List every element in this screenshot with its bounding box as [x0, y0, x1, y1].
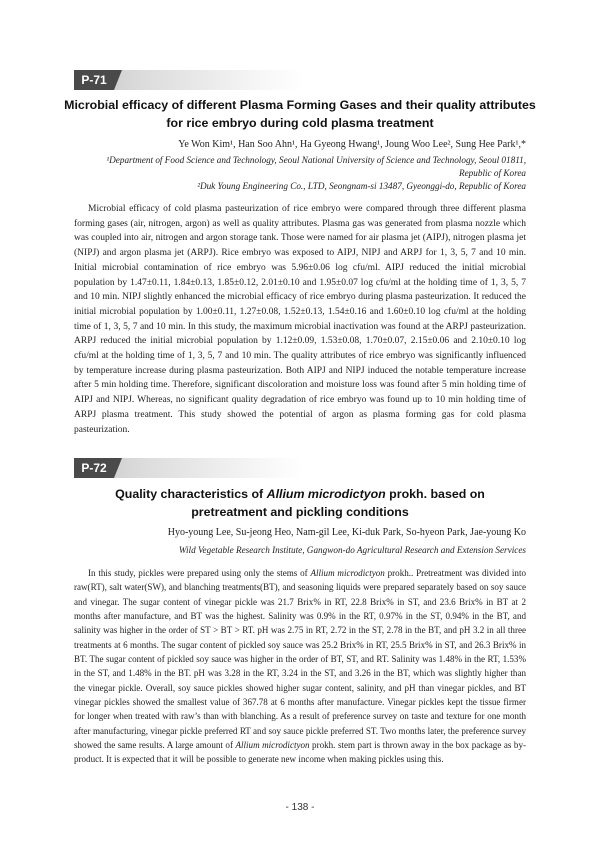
title-line-1: Quality characteristics of Allium microdictyon prokh. based on: [115, 487, 485, 501]
species-name: Allium microdictyon: [310, 568, 385, 578]
species-name: Allium microdictyon: [235, 740, 310, 751]
abstract-tag-p72: [74, 458, 304, 478]
species-name: Allium microdictyon: [266, 487, 386, 501]
page-number: - 138 -: [285, 802, 315, 813]
affiliation-p72: Wild Vegetable Research Institute, Gangwon-do Agricultural Research and Extension Services: [178, 545, 526, 555]
abstract-body-p72: In this study, pickles were prepared using only the stems of Allium microdictyon prokh.. Pretreatment was divided into raw(RT), salt water(SW), and blanching treatments(BT), and seasoning liquids were prepared separately based on soy sauce and vinegar. The sugar content of vinegar pickle was 21.7 Brix% in RT, 22.8 Brix% in ST, and 23.6 Brix% in BT at 2 months after manufacture, and BT was the highest. Salinity was 0.9% in the RT, 0.97% in the ST, 0.94% in the BT, and salinity was higher in the order of ST > BT > RT. pH was 2.75 in RT, 2.72 in the ST, 2.78 in the BT, and pH 3.2 in all three treatments at 6 months. The sugar content of pickled soy sauce was 25.2 Brix% in RT, 25.5 Brix% in ST, and 26.3 Brix% in BT. The sugar content of pickled soy sauce was higher in the order of BT, ST, and RT. Salinity was 1.48% in the RT, 1.53% in the ST, and 1.48% in the BT. pH was 3.28 in the RT, 3.24 in the ST, and 3.26 in the BT, which was slightly higher than the vinegar pickle. Overall, soy sauce pickles showed higher sugar content, salinity, and pH than vinegar pickles, and BT vinegar pickles showed the smallest value of 367.78 at 6 months after manufacture. Vinegar pickles kept the tissue firmer for longer when treated with raw’s than with blanching. As a result of preference survey on taste and texture for one month after manufacturing, vinegar pickle preferred RT and soy sauce pickle preferred ST. Two months later, the preference survey showed the same results. A large amount of Allium microdictyon prokh. stem part is thrown away in the box package as by-product. It is expected that it will be possible to generate new income when making pickles using this.: [74, 568, 526, 765]
tag-slash-decoration: [114, 70, 122, 90]
abstract-body-p71: Microbial efficacy of cold plasma pasteurization of rice embryo were compared through three different plasma forming gases (air, nitrogen, argon) as well as quality attributes. Plasma gas was generated from plasma nozzle which was coupled into air, nitrogen and argon storage tank. Those were named for air plasma jet (AIPJ), nitrogen plasma jet (NIPJ) and argon plasma jet (ARPJ). Rice embryo was exposed to AIPJ, NIPJ and ARPJ for 1, 3, 5, 7 and 10 min. Initial microbial contamination of rice embryo was 5.96±0.06 log cfu/ml. AIPJ reduced the initial microbial population by 1.47±0.11, 1.84±0.13, 1.85±0.12, 2.01±0.10 and 1.95±0.07 log cfu/ml at the holding time of 1, 3, 5, 7 and 10 min. NIPJ slightly enhanced the microbial efficacy of rice embryo during plasma pasteurization. It reduced the initial microbial population by 1.00±0.11, 1.27±0.08, 1.52±0.13, 1.54±0.16 and 1.60±0.10 log cfu/ml at the holding time of 1, 3, 5, 7 and 10 min. In this study, the maximum microbial inactivation was found at the ARPJ pasteurization. ARPJ reduced the initial microbial population by 1.12±0.09, 1.53±0.08, 1.70±0.07, 2.15±0.06 and 2.10±0.10 log cfu/ml at the holding time of 1, 3, 5, 7 and 10 min. The quality attributes of rice embryo was significantly influenced by temperature increase during plasma pasteurization. Both AIPJ and NIPJ induced the notable temperature increase after 5 min holding time. Therefore, significant discoloration and moisture loss was found after 5 min holding time of AIPJ and NIPJ. Whereas, no significant quality degradation of rice embryo was found up to 10 min holding time of ARPJ plasma treatment. This study showed the potential of argon as plasma forming gas for cold plasma pasteurization.: [74, 204, 526, 435]
affiliation-2: ²Duk Young Engineering Co., LTD, Seongnam-si 13487, Gyeonggi-do, Republic of Korea: [197, 181, 526, 191]
title-line-2: for rice embryo during cold plasma treatment: [166, 116, 434, 130]
abstract-title-p72: [60, 485, 540, 521]
affiliation-1-line-1: ¹Department of Food Science and Technology, Seoul National University of Science and Technology, Seoul 01811,: [106, 155, 526, 165]
abstract-tag-label: P-71: [74, 70, 114, 90]
abstract-tag-p71: [74, 70, 304, 90]
abstract-tag-label: P-72: [74, 458, 114, 478]
title-line-2: pretreatment and pickling conditions: [191, 505, 409, 519]
author-list-p72: Hyo-young Lee, Su-jeong Heo, Nam-gil Lee, Ki-duk Park, So-hyeon Park, Jae-young Ko: [167, 527, 526, 538]
abstract-title-p71: [60, 96, 540, 132]
author-list-p71: Ye Won Kim¹, Han Soo Ahn¹, Ha Gyeong Hwang¹, Joung Woo Lee², Sung Hee Park¹,*: [178, 139, 526, 150]
tag-slash-decoration: [114, 458, 122, 478]
title-line-1: Microbial efficacy of different Plasma Forming Gases and their quality attributes: [64, 98, 536, 112]
affiliation-1-line-2: Republic of Korea: [458, 168, 526, 178]
